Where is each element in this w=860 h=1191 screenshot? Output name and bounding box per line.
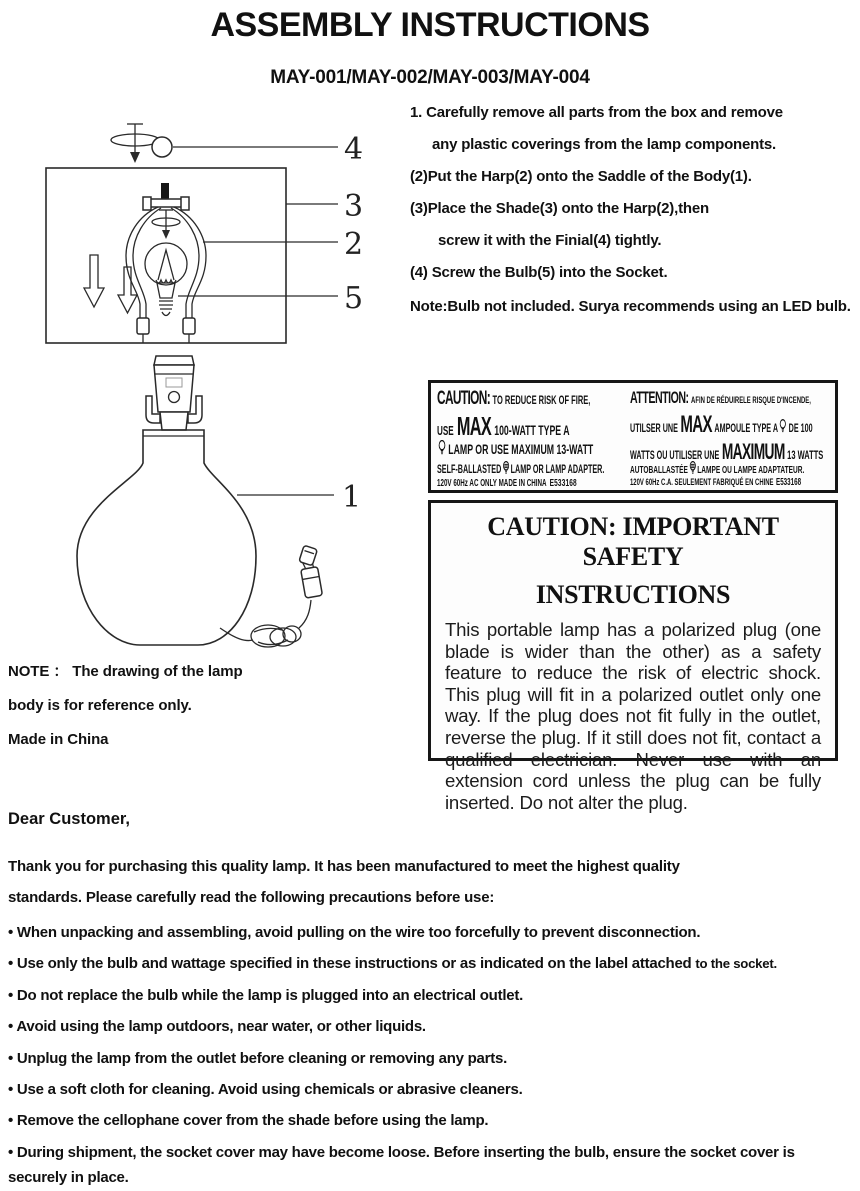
precaution-item [8, 1141, 854, 1191]
note-block [8, 664, 338, 766]
precaution-item [8, 921, 854, 946]
attention-heading: ATTENTION: [630, 388, 689, 407]
caution-label-french [630, 388, 823, 486]
caution-en-line4b: LAMP OR LAMP ADAPTER. [510, 464, 605, 476]
model-numbers: MAY-001/MAY-002/MAY-003/MAY-004 [270, 67, 590, 88]
precaution-item [8, 1015, 854, 1040]
shade-assembly-diagram [40, 112, 370, 352]
caution-fr-cert-number: E533168 [776, 477, 802, 488]
caution-fr-line1: AFIN DE RÉDUIRELE RISQUE D'INCENDE, [691, 395, 811, 406]
caution-en-max: MAX [456, 411, 492, 441]
finial-ball-icon [152, 137, 172, 157]
finial-icon [111, 124, 159, 163]
step-1-line-1: 1. Carefully remove all parts from the box and remove [410, 104, 783, 121]
step-3-line-2: screw it with the Finial(4) tightly. [438, 232, 662, 249]
caution-fr-line2: AMPOULE TYPE A [714, 423, 779, 435]
precaution-item [8, 1047, 854, 1072]
page-title: ASSEMBLY INSTRUCTIONS [210, 6, 650, 44]
down-arrow-icon [118, 267, 137, 313]
precaution-text: • Remove the cellophane cover from the shade before using the lamp. [8, 1112, 489, 1130]
bulb-drawing [145, 243, 187, 316]
step-4: (4) Screw the Bulb(5) into the Socket. [410, 264, 668, 281]
cfl-bulb-icon [503, 461, 510, 474]
precaution-text: • Avoid using the lamp outdoors, near water, or other liquids. [8, 1018, 426, 1036]
lamp-body-diagram [40, 352, 375, 682]
callout-number-shade: 3 [344, 189, 364, 224]
cfl-bulb-icon [689, 461, 696, 474]
caution-fr-line4a: AUTOBALLASTÉE [630, 464, 688, 476]
callout-number-finial: 4 [344, 132, 364, 167]
incandescent-bulb-icon [779, 419, 786, 433]
caution-fr-max: MAX [680, 411, 712, 438]
caution-fr-line4b: LAMPE OU LAMPE ADAPTATEUR. [697, 464, 805, 476]
note-line-2: body is for reference only. [8, 697, 192, 714]
caution-en-use: USE [437, 423, 454, 438]
step-2: (2)Put the Harp(2) onto the Saddle of the Body(1). [410, 168, 752, 185]
caution-fr-maximum: MAXIMUM [721, 439, 785, 464]
callout-number-harp: 2 [344, 227, 364, 262]
caution-fr-line5: 120V 60Hz C.A. SEULEMENT FABRIQUÉ EN CHINE [630, 477, 774, 488]
assembly-steps [410, 104, 852, 320]
callout-number-bulb: 5 [344, 281, 364, 316]
power-cord-drawing [220, 545, 322, 647]
precaution-text: • Use a soft cloth for cleaning. Avoid using chemicals or abrasive cleaners. [8, 1080, 523, 1098]
precaution-text-small: to the socket. [695, 956, 777, 972]
note-line-3: Made in China [8, 731, 109, 748]
caution-en-line3: LAMP OR USE MAXIMUM 13-WATT [448, 441, 594, 457]
safety-instructions-box [428, 500, 838, 813]
socket-drawing [146, 356, 202, 430]
step-note: Note:Bulb not included. Surya recommends using an LED bulb. [410, 298, 851, 315]
plug-cover-drawing [299, 545, 318, 565]
lamp-body-outline [77, 430, 256, 645]
safety-title-line-2: INSTRUCTIONS [535, 580, 731, 609]
caution-fr-line3b: 13 WATTS [787, 448, 824, 462]
caution-en-line4a: SELF-BALLASTED [437, 464, 502, 476]
caution-fr-line3a: WATTS OU UTILISER UNE [630, 450, 720, 462]
caution-fr-line2-end: DE 100 [788, 423, 813, 435]
incandescent-bulb-icon [438, 440, 446, 455]
precaution-text: • Unplug the lamp from the outlet before cleaning or removing any parts. [8, 1049, 507, 1067]
precaution-text: • When unpacking and assembling, avoid pulling on the wire too forcefully to prevent disconnection. [8, 924, 701, 941]
caution-label-english [437, 388, 630, 489]
caution-en-cert-number: E533168 [549, 477, 577, 489]
caution-en-line1: TO REDUCE RISK OF FIRE, [492, 393, 591, 407]
caution-en-line2: 100-WATT TYPE A [494, 422, 570, 438]
safety-body-text: This portable lamp has a polarized plug (one blade is wider than the other) as a safety feature to reduce the risk of electric shock. This plug will fit in a polarized outlet only one way. If the plug does not fit fully in the outlet, reverse the plug. If it still does not fit, contact a qualified electrician. Never use with an extension cord unless the plug can be fully inserted. Do not alter the plug. [445, 619, 821, 813]
intro-line-2: standards. Please carefully read the following precautions before use: [8, 889, 495, 906]
safety-title-line-1: CAUTION: IMPORTANT SAFETY [487, 512, 779, 571]
down-arrow-icon [84, 255, 104, 307]
precaution-text: • Do not replace the bulb while the lamp is plugged into an electrical outlet. [8, 986, 523, 1004]
caution-heading: CAUTION: [437, 388, 491, 409]
precaution-item [8, 1109, 854, 1134]
caution-wattage-label [428, 380, 838, 493]
greeting: Dear Customer, [8, 810, 130, 828]
precaution-item [8, 1078, 854, 1103]
callout-number-body: 1 [342, 480, 362, 515]
finial-turn-icon [152, 210, 180, 239]
step-1-line-2: any plastic coverings from the lamp components. [432, 136, 777, 153]
note-line-1: NOTE ： The drawing of the lamp [8, 663, 243, 680]
step-3-line-1: (3)Place the Shade(3) onto the Harp(2),then [410, 200, 709, 217]
precaution-item [8, 952, 854, 977]
caution-en-line5: 120V 60Hz AC ONLY MADE IN CHINA [437, 478, 547, 489]
precaution-text: • During shipment, the socket cover may have become loose. Before inserting the bulb, ensure the socket cover is securely in place. [8, 1143, 795, 1186]
intro-line-1: Thank you for purchasing this quality lamp. It has been manufactured to meet the highest quality [8, 858, 680, 875]
harp-drawing [126, 183, 206, 343]
precaution-item [8, 984, 854, 1009]
customer-section [8, 810, 854, 1191]
caution-fr-use: UTILSER UNE [630, 423, 678, 435]
precaution-text: • Use only the bulb and wattage specified in these instructions or as indicated on the label attached [8, 955, 696, 973]
